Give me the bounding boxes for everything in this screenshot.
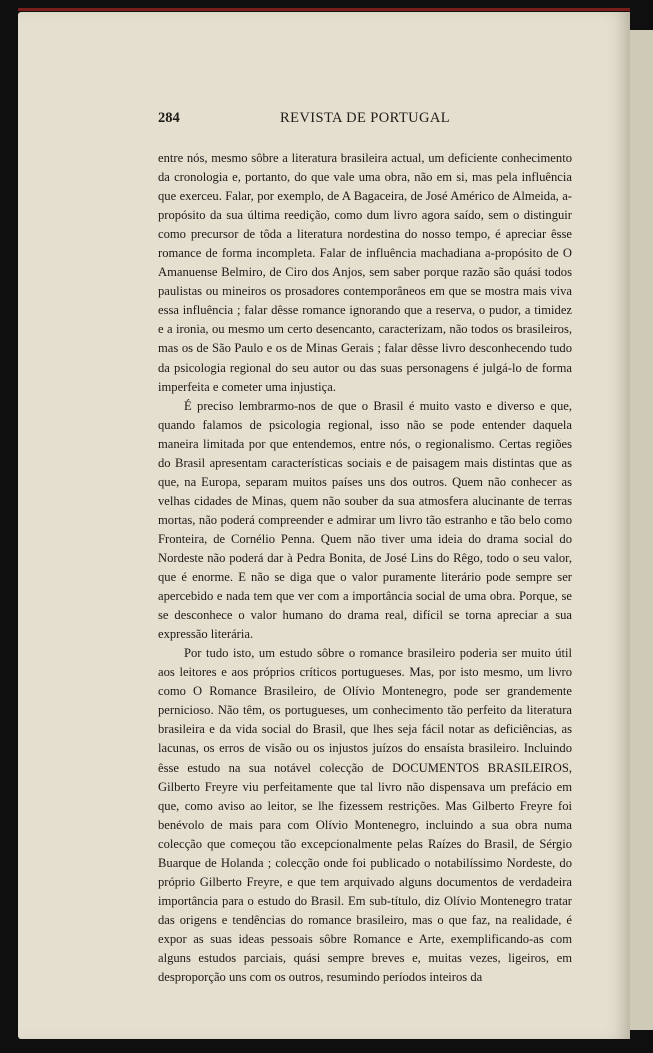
page-number: 284 — [158, 110, 180, 126]
page-top-edge — [18, 8, 630, 11]
paragraph-2: É preciso lembrarmo-nos de que o Brasil é muito vasto e diverso e que, quando falamos de psicologia regional, isso não se pode entender daquela maneira limitada por que entendemos, entre nós, o regionalismo. Certas regiões do Brasil apresentam características sociais e de paisagem mais distintas que as que, na Europa, separam muitos países uns dos outros. Quem não conhecer as velhas cidades de Minas, quem não souber da sua atmosfera alucinante de terras mortas, não poderá compreender e admirar um livro tão estranho e tão belo como Fronteira, de Cornélio Penna. Quem não tiver uma ideia do drama social do Nordeste não poderá dar à Pedra Bonita, de José Lins do Rêgo, todo o seu valor, que é enorme. E não se diga que o valor puramente literário pode sempre ser apercebido e nada tem que ver com a importância social de uma obra. Porque, se se desconhece o valor humano do drama real, difícil se torna apreciar a sua expressão literária. — [158, 398, 572, 642]
running-head: REVISTA DE PORTUGAL — [280, 110, 450, 126]
paragraph-1: entre nós, mesmo sôbre a literatura brasileira actual, um deficiente conhecimento da cronologia e, portanto, do que vale uma obra, não em si, mas pela influência que exerceu. Falar, por exemplo, de A Bagaceira, de José Américo de Almeida, a-propósito da sua última reedição, como dum livro agora saído, sem o distinguir como precursor de tôda a literatura nordestina do nosso tempo, é apreciar êsse romance de forma incompleta. Falar de influência machadiana a-propósito de O Amanuense Belmiro, de Ciro dos Anjos, sem saber porque razão são quási todos paulistas ou mineiros os prosadores contemporâneos em que se mostra mais viva essa influência ; falar dêsse romance ignorando que a reserva, o pudor, a timidez e a ironia, ou mesmo um certo desencanto, caracterizam, não todos os brasileiros, mas os de São Paulo e os de Minas Gerais ; falar dêsse livro desconhecendo tudo da psicologia regional do seu autor ou das suas personagens é julgá-lo de forma imperfeita e cometer uma injustiça. — [158, 151, 572, 394]
paragraph-3: Por tudo isto, um estudo sôbre o romance brasileiro poderia ser muito útil aos leitores e aos próprios críticos portugueses. Mas, por isto mesmo, um livro como O Romance Brasileiro, de Olívio Montenegro, pode ser grandemente pernicioso. Não têm, os portugueses, um conhecimento tão perfeito da literatura brasileira e da vida social do Brasil, que lhes seja fácil notar as deficiências, as lacunas, os erros de visão ou os injustos juízos do ensaísta brasileiro. Incluindo êsse estudo na sua notável colecção de DOCUMENTOS BRASILEIROS, Gilberto Freyre viu perfeitamente que tal livro não dispensava um prefácio em que, como aviso ao leitor, se lhe fizessem restrições. Mas Gilberto Freyre foi benévolo de mais para com Olívio Montenegro, incluindo a sua obra numa colecção que começou tão excepcionalmente pelas Raízes do Brasil, de Sérgio Buarque de Holanda ; colecção onde foi publicado o notabilíssimo Nordeste, do próprio Gilberto Freyre, e que tem arquivado alguns documentos de verdadeira importância para o estudo do Brasil. Em sub-título, diz Olívio Montenegro tratar das origens e tendências do romance brasileiro, mas o que faz, na realidade, é expor as suas ideas pessoais sôbre Romance e Arte, exemplificando-as com alguns estudos parciais, quási sempre breves e, muitas vezes, ligeiros, em desproporção uns com os outros, resumindo períodos inteiros da — [158, 646, 572, 985]
page-header — [158, 110, 572, 132]
body-text — [158, 149, 572, 987]
facing-page-edge — [628, 30, 653, 1030]
